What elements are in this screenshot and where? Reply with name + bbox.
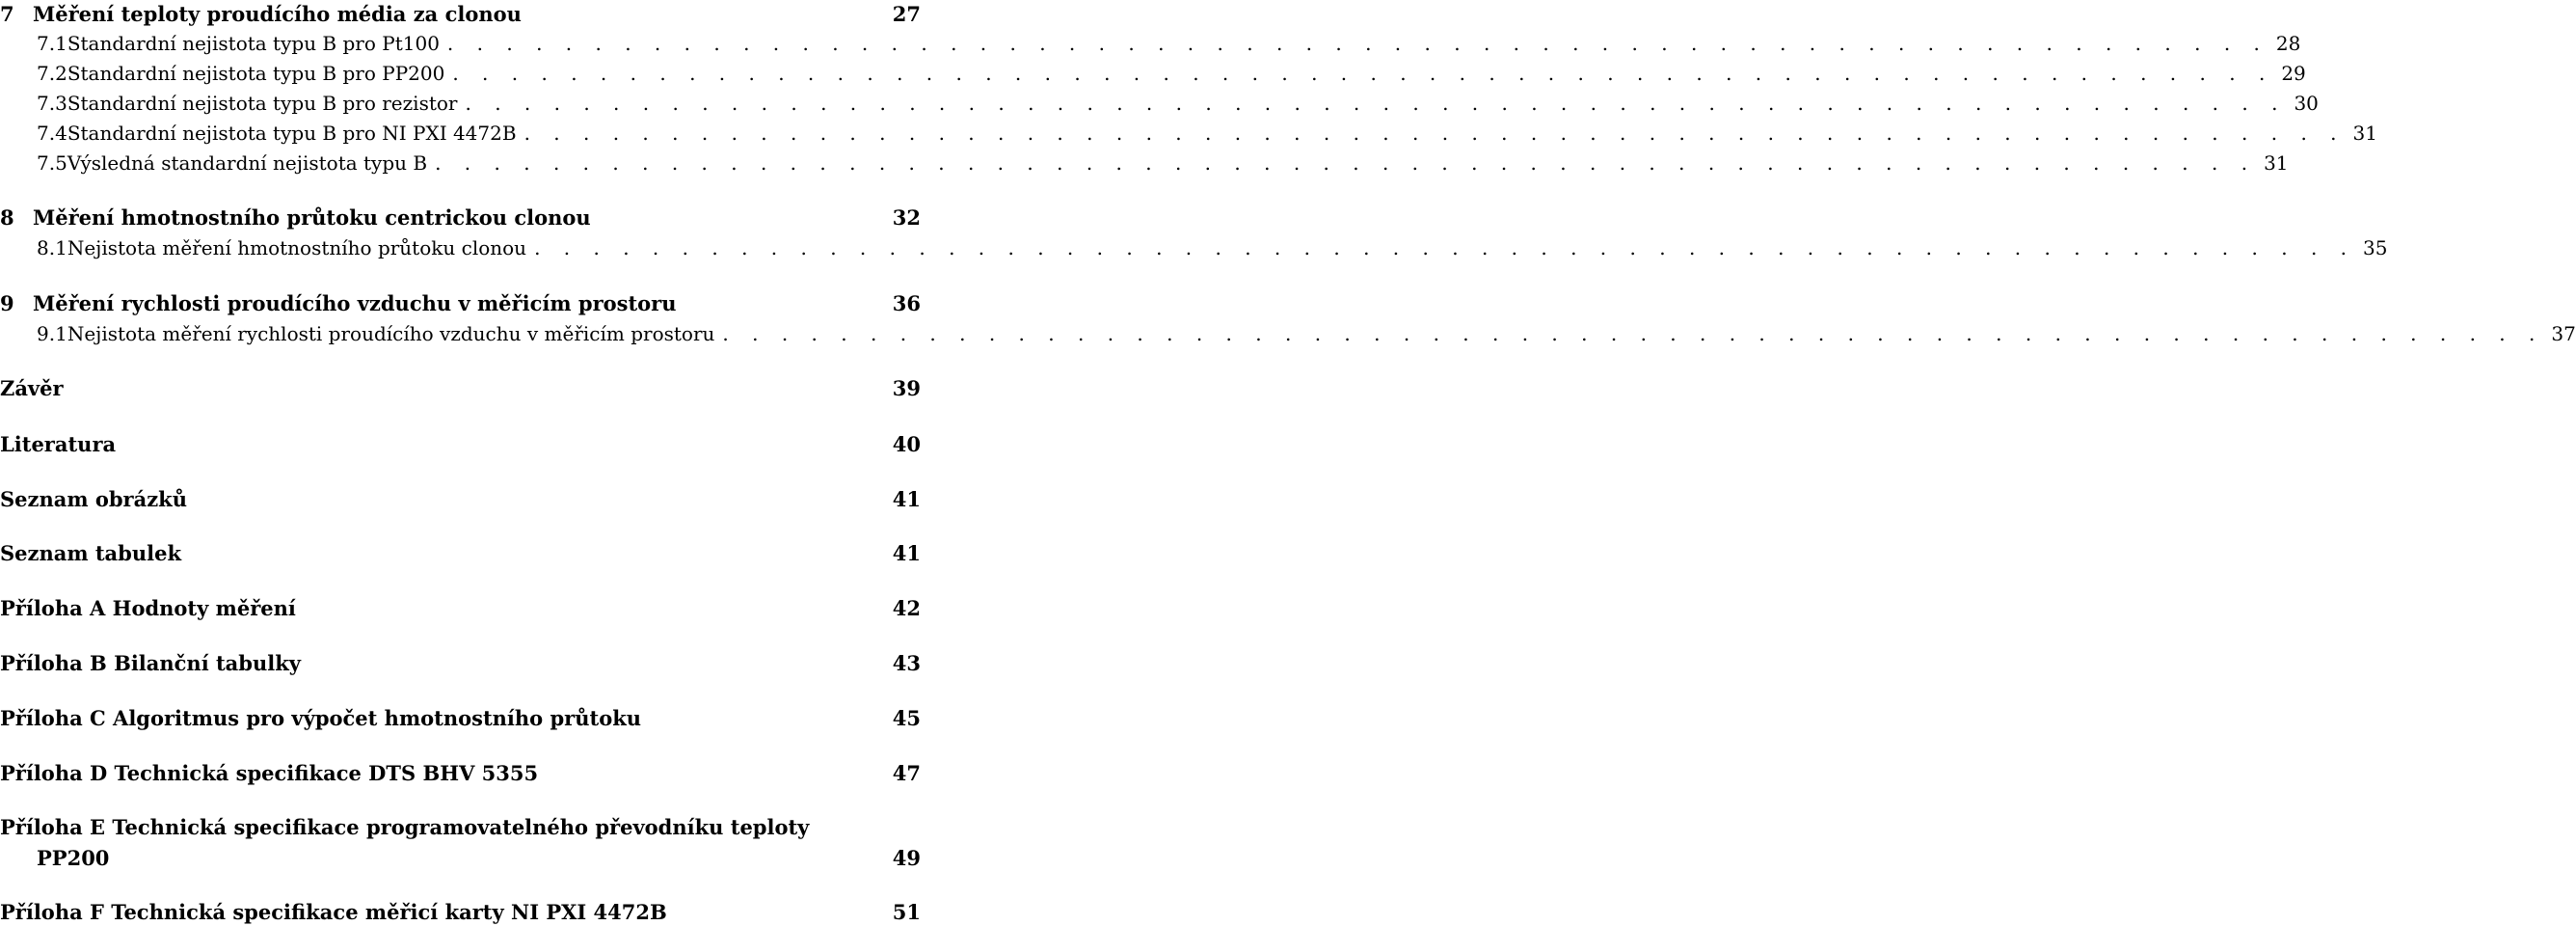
page-number: 41 xyxy=(892,541,921,565)
section-number: 7.3 xyxy=(37,92,67,115)
toc-entry-priloha-b[interactable] xyxy=(0,651,921,675)
toc-entry-zaver[interactable] xyxy=(0,376,921,400)
section-title: Nejistota měření rychlosti proudícího vzduchu v měřicím prostoru xyxy=(67,322,715,345)
toc-chapter-7[interactable] xyxy=(0,2,921,26)
section-number: 7.2 xyxy=(37,62,67,85)
entry-title: Literatura xyxy=(0,432,117,456)
toc-section-7-1[interactable] xyxy=(0,32,2301,55)
entry-title: Příloha A Hodnoty měření xyxy=(0,596,296,620)
page-number: 30 xyxy=(2294,92,2319,115)
page-number: 29 xyxy=(2281,62,2306,85)
entry-title: Seznam obrázků xyxy=(0,487,187,511)
entry-title: Příloha E Technická specifikace programovatelného převodníku teploty xyxy=(0,815,810,839)
chapter-number: 8 xyxy=(0,205,14,230)
section-title: Standardní nejistota typu B pro NI PXI 4472B xyxy=(67,122,517,145)
entry-title: Příloha C Algoritmus pro výpočet hmotnostního průtoku xyxy=(0,706,642,730)
toc-entry-literatura[interactable] xyxy=(0,432,921,456)
entry-title-continued: PP200 xyxy=(37,846,110,870)
entry-title: Příloha D Technická specifikace DTS BHV 5355 xyxy=(0,761,539,785)
chapter-number: 7 xyxy=(0,2,14,26)
toc-entry-priloha-e[interactable] xyxy=(0,815,921,839)
page-number: 31 xyxy=(2264,151,2289,175)
section-number: 7.5 xyxy=(37,151,67,175)
page-number: 39 xyxy=(892,376,921,400)
page-number: 35 xyxy=(2363,236,2388,259)
dot-leader: . . . . . . . . . . . . . . . . . . . . . . . . . . . . . . . . . . . . . . . . . . . . . . . . . . . . . . . . . . . . . . xyxy=(722,322,2544,345)
toc-entry-seznam-tabulek[interactable] xyxy=(0,541,921,565)
section-number: 9.1 xyxy=(37,322,67,345)
section-title: Standardní nejistota typu B pro rezistor xyxy=(67,92,458,115)
chapter-title: Měření teploty proudícího média za clonou xyxy=(33,2,522,26)
toc-entry-priloha-c[interactable] xyxy=(0,706,921,730)
entry-title: Příloha B Bilanční tabulky xyxy=(0,651,301,675)
section-number: 8.1 xyxy=(37,236,67,259)
toc-section-8-1[interactable] xyxy=(0,236,2388,259)
toc-entry-priloha-d[interactable] xyxy=(0,761,921,785)
page-number: 41 xyxy=(892,487,921,511)
chapter-number: 9 xyxy=(0,291,14,315)
dot-leader: . . . . . . . . . . . . . . . . . . . . . . . . . . . . . . . . . . . . . . . . . . . . . . . . . . . . . . . . . . . . . . xyxy=(446,32,2268,55)
toc-section-7-3[interactable] xyxy=(0,92,2319,115)
toc-entry-priloha-f[interactable] xyxy=(0,900,921,924)
section-number: 7.4 xyxy=(37,122,67,145)
section-title: Nejistota měření hmotnostního průtoku clonou xyxy=(67,236,527,259)
page-number: 45 xyxy=(892,706,921,730)
page-number: 49 xyxy=(892,846,921,870)
entry-title: Seznam tabulek xyxy=(0,541,182,565)
entry-title: Závěr xyxy=(0,376,64,400)
toc-chapter-8[interactable] xyxy=(0,205,921,230)
entry-title: Příloha F Technická specifikace měřicí karty NI PXI 4472B xyxy=(0,900,667,924)
toc-section-9-1[interactable] xyxy=(0,322,2576,345)
section-title: Výsledná standardní nejistota typu B xyxy=(67,151,428,175)
toc-section-7-2[interactable] xyxy=(0,62,2306,85)
toc-chapter-9[interactable] xyxy=(0,291,921,315)
chapter-title: Měření rychlosti proudícího vzduchu v měřicím prostoru xyxy=(33,291,677,315)
dot-leader: . . . . . . . . . . . . . . . . . . . . . . . . . . . . . . . . . . . . . . . . . . . . . . . . . . . . . . . . . . . . . . xyxy=(465,92,2287,115)
dot-leader: . . . . . . . . . . . . . . . . . . . . . . . . . . . . . . . . . . . . . . . . . . . . . . . . . . . . . . . . . . . . . . xyxy=(534,236,2356,259)
page-number: 51 xyxy=(892,900,921,924)
dot-leader: . . . . . . . . . . . . . . . . . . . . . . . . . . . . . . . . . . . . . . . . . . . . . . . . . . . . . . . . . . . . . . xyxy=(435,151,2257,175)
toc-entry-priloha-a[interactable] xyxy=(0,596,921,620)
page-number: 27 xyxy=(892,2,921,26)
page-number: 37 xyxy=(2551,322,2576,345)
section-number: 7.1 xyxy=(37,32,67,55)
page-number: 31 xyxy=(2352,122,2377,145)
toc-entry-priloha-e-continued[interactable] xyxy=(0,846,921,870)
page-number: 36 xyxy=(892,291,921,315)
dot-leader: . . . . . . . . . . . . . . . . . . . . . . . . . . . . . . . . . . . . . . . . . . . . . . . . . . . . . . . . . . . . . . xyxy=(452,62,2274,85)
page-number: 43 xyxy=(892,651,921,675)
page-number: 32 xyxy=(892,205,921,230)
section-title: Standardní nejistota typu B pro PP200 xyxy=(67,62,445,85)
toc-section-7-5[interactable] xyxy=(0,151,2289,175)
page-number: 47 xyxy=(892,761,921,785)
page-number: 42 xyxy=(892,596,921,620)
dot-leader: . . . . . . . . . . . . . . . . . . . . . . . . . . . . . . . . . . . . . . . . . . . . . . . . . . . . . . . . . . . . . . xyxy=(523,122,2346,145)
chapter-title: Měření hmotnostního průtoku centrickou clonou xyxy=(33,205,591,230)
toc-entry-seznam-obrazku[interactable] xyxy=(0,487,921,511)
page-number: 28 xyxy=(2275,32,2301,55)
toc-section-7-4[interactable] xyxy=(0,122,2377,145)
section-title: Standardní nejistota typu B pro Pt100 xyxy=(67,32,440,55)
page-number: 40 xyxy=(892,432,921,456)
